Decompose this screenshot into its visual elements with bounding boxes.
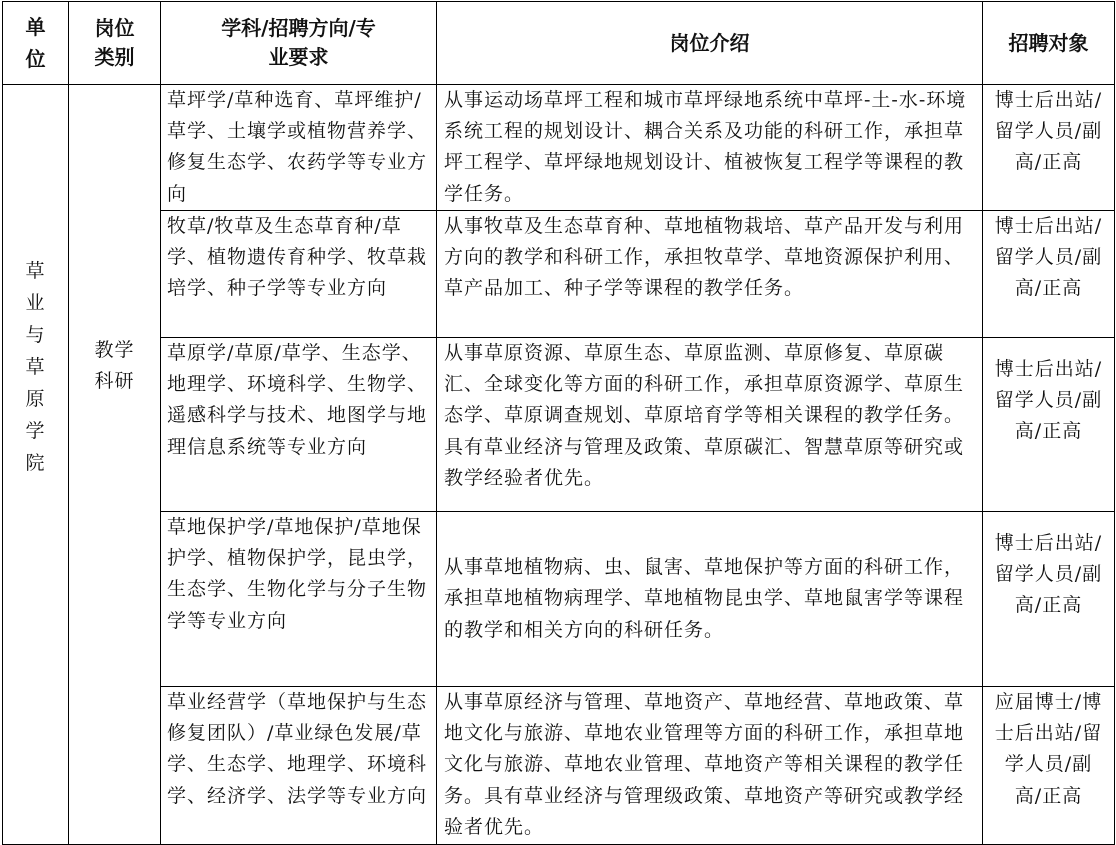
header-intro: 岗位介绍 bbox=[437, 2, 983, 85]
target-cell: 博士后出站/留学人员/副高/正高 bbox=[983, 211, 1115, 338]
header-row bbox=[3, 2, 1115, 85]
table-row bbox=[3, 338, 1115, 512]
table-row bbox=[3, 85, 1115, 211]
recruitment-table bbox=[2, 1, 1115, 845]
unit-cell: 草业与草原学院 bbox=[3, 85, 69, 845]
target-cell: 博士后出站/留学人员/副高/正高 bbox=[983, 512, 1115, 687]
intro-cell: 从事草地植物病、虫、鼠害、草地保护等方面的科研工作，承担草地植物病理学、草地植物昆虫学、草地鼠害学等课程的教学和相关方向的科研任务。 bbox=[437, 512, 983, 687]
category-cell: 教学科研 bbox=[69, 85, 161, 845]
intro-cell: 从事牧草及生态草育种、草地植物栽培、草产品开发与利用方向的教学和科研工作，承担牧草学、草地资源保护利用、草产品加工、种子学等课程的教学任务。 bbox=[437, 211, 983, 338]
requirement-cell: 牧草/牧草及生态草育种/草学、植物遗传育种学、牧草栽培学、种子学等专业方向 bbox=[161, 211, 437, 338]
table-row bbox=[3, 512, 1115, 687]
table-row bbox=[3, 687, 1115, 845]
target-cell: 应届博士/博士后出站/留学人员/副高/正高 bbox=[983, 687, 1115, 845]
header-target: 招聘对象 bbox=[983, 2, 1115, 85]
header-category: 岗位类别 bbox=[69, 2, 161, 85]
header-discipline: 学科/招聘方向/专业要求 bbox=[161, 2, 437, 85]
table-row bbox=[3, 211, 1115, 338]
target-cell: 博士后出站/留学人员/副高/正高 bbox=[983, 338, 1115, 512]
requirement-cell: 草原学/草原/草学、生态学、地理学、环境科学、生物学、遥感科学与技术、地图学与地理信息系统等专业方向 bbox=[161, 338, 437, 512]
target-cell: 博士后出站/留学人员/副高/正高 bbox=[983, 85, 1115, 211]
header-unit: 单位 bbox=[3, 2, 69, 85]
requirement-cell: 草业经营学（草地保护与生态修复团队）/草业绿色发展/草学、生态学、地理学、环境科学、经济学、法学等专业方向 bbox=[161, 687, 437, 845]
requirement-cell: 草坪学/草种选育、草坪维护/草学、土壤学或植物营养学、修复生态学、农药学等专业方向 bbox=[161, 85, 437, 211]
intro-cell: 从事草原经济与管理、草地资产、草地经营、草地政策、草地文化与旅游、草地农业管理等方面的科研工作，承担草地文化与旅游、草地农业管理、草地资产等相关课程的教学任务。具有草业经济与管理级政策、草地资产等研究或教学经验者优先。 bbox=[437, 687, 983, 845]
intro-cell: 从事草原资源、草原生态、草原监测、草原修复、草原碳汇、全球变化等方面的科研工作，承担草原资源学、草原生态学、草原调查规划、草原培育学等相关课程的教学任务。具有草业经济与管理及政策、草原碳汇、智慧草原等研究或教学经验者优先。 bbox=[437, 338, 983, 512]
requirement-cell: 草地保护学/草地保护/草地保护学、植物保护学，昆虫学，生态学、生物化学与分子生物学等专业方向 bbox=[161, 512, 437, 687]
intro-cell: 从事运动场草坪工程和城市草坪绿地系统中草坪-土-水-环境系统工程的规划设计、耦合关系及功能的科研工作，承担草坪工程学、草坪绿地规划设计、植被恢复工程学等课程的教学任务。 bbox=[437, 85, 983, 211]
